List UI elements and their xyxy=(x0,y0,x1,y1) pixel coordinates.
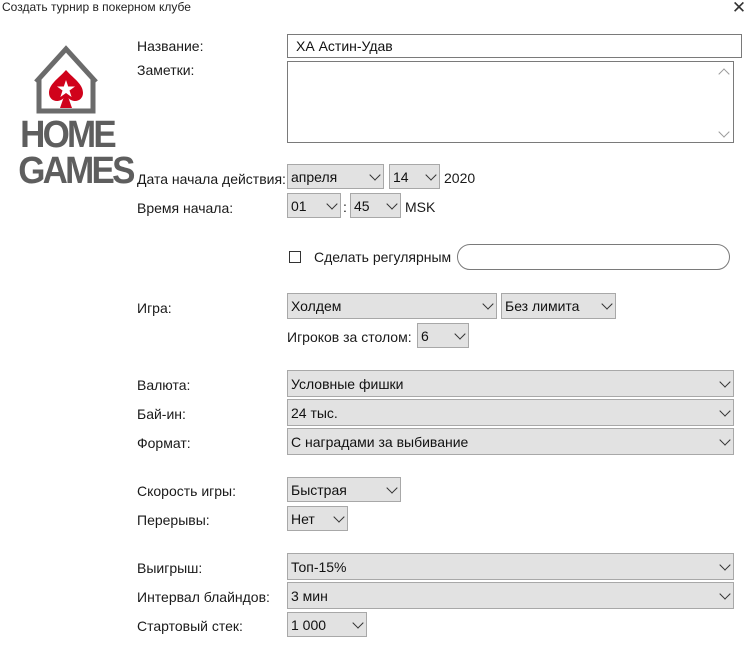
chevron-down-icon xyxy=(369,169,380,180)
close-icon[interactable]: ✕ xyxy=(731,0,746,17)
players-value: 6 xyxy=(421,327,429,344)
format-value: С наградами за выбивание xyxy=(291,433,469,450)
chevron-down-icon xyxy=(352,617,363,628)
breaks-value: Нет xyxy=(291,510,315,527)
game-select[interactable] xyxy=(287,293,497,319)
home-games-logo xyxy=(14,42,133,192)
chevron-down-icon xyxy=(482,298,493,309)
start-month-select[interactable] xyxy=(287,164,384,189)
recurring-checkbox[interactable] xyxy=(289,251,301,263)
breaks-select[interactable] xyxy=(287,506,348,531)
speed-select[interactable] xyxy=(287,477,401,502)
game-value: Холдем xyxy=(291,298,342,314)
chevron-down-icon xyxy=(333,511,344,522)
hour-select[interactable] xyxy=(287,193,341,218)
start-date-label: Дата начала действия: xyxy=(137,171,286,187)
players-select[interactable] xyxy=(417,323,469,348)
currency-select[interactable] xyxy=(287,370,734,397)
chevron-down-icon xyxy=(719,588,730,599)
speed-value: Быстрая xyxy=(291,481,347,498)
scroll-down-icon[interactable] xyxy=(718,126,729,137)
notes-label: Заметки: xyxy=(137,62,195,78)
buyin-label: Бай-ин: xyxy=(137,406,186,422)
minute-value: 45 xyxy=(354,197,370,214)
format-label: Формат: xyxy=(137,435,191,451)
currency-label: Валюта: xyxy=(137,377,191,393)
format-select[interactable] xyxy=(287,428,734,455)
name-input[interactable]: ХА Астин-Удав xyxy=(287,34,742,58)
notes-textarea[interactable] xyxy=(287,61,734,143)
chevron-down-icon xyxy=(601,298,612,309)
chevron-down-icon xyxy=(719,559,730,570)
logo-line-home: HOME xyxy=(20,114,114,156)
recurring-label[interactable]: Сделать регулярным xyxy=(314,249,452,265)
players-label: Игроков за столом: xyxy=(287,329,412,345)
blinds-label: Интервал блайндов: xyxy=(137,589,270,605)
chevron-down-icon xyxy=(719,405,730,416)
start-month-value: апреля xyxy=(291,168,338,185)
speed-label: Скорость игры: xyxy=(137,483,237,499)
chevron-down-icon xyxy=(454,328,465,339)
notes-scrollbar[interactable] xyxy=(717,64,731,140)
blinds-select[interactable] xyxy=(287,582,734,609)
limit-value: Без лимита xyxy=(505,298,580,314)
buyin-select[interactable] xyxy=(287,399,734,426)
stack-value: 1 000 xyxy=(291,616,327,633)
chevron-down-icon xyxy=(386,198,397,209)
currency-value: Условные фишки xyxy=(291,375,404,392)
start-time-label: Время начала: xyxy=(137,200,234,216)
chevron-down-icon xyxy=(719,434,730,445)
stack-select[interactable] xyxy=(287,612,367,637)
time-separator: : xyxy=(343,199,347,215)
payout-label: Выигрыш: xyxy=(137,560,203,576)
start-year-text: 2020 xyxy=(444,170,476,186)
payout-value: Топ-15% xyxy=(291,558,347,575)
name-label: Название: xyxy=(137,38,204,54)
minute-select[interactable] xyxy=(350,193,401,218)
game-label: Игра: xyxy=(137,300,172,316)
breaks-label: Перерывы: xyxy=(137,512,210,528)
recurring-schedule-field[interactable] xyxy=(457,244,730,270)
timezone-text: MSK xyxy=(405,199,436,215)
chevron-down-icon xyxy=(719,376,730,387)
hour-value: 01 xyxy=(291,197,307,214)
chevron-down-icon xyxy=(326,198,337,209)
chevron-down-icon xyxy=(425,169,436,180)
start-day-select[interactable] xyxy=(389,164,440,189)
logo-line-games: GAMES xyxy=(18,150,133,192)
limit-select[interactable] xyxy=(501,293,616,319)
buyin-value: 24 тыс. xyxy=(291,404,338,421)
window-title: Создать турнир в покерном клубе xyxy=(2,0,191,14)
stack-label: Стартовый стек: xyxy=(137,618,243,634)
payout-select[interactable] xyxy=(287,553,734,580)
blinds-value: 3 мин xyxy=(291,587,328,604)
chevron-down-icon xyxy=(386,482,397,493)
scroll-up-icon[interactable] xyxy=(718,68,729,79)
start-day-value: 14 xyxy=(393,168,409,185)
house-spade-icon xyxy=(14,42,120,122)
